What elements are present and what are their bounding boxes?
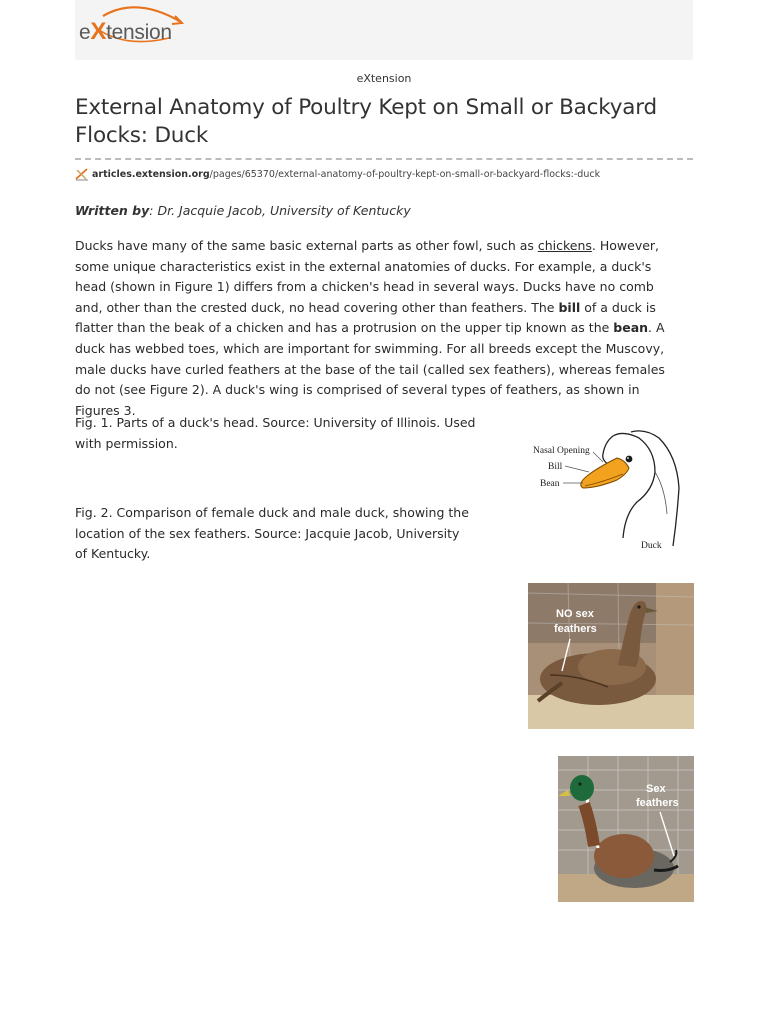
url-path: /pages/65370/external-anatomy-of-poultry-kept-on-small-or-backyard-flocks:-duck — [209, 168, 601, 180]
byline-author: : Dr. Jacquie Jacob, University of Kentucky — [149, 203, 411, 218]
byline-label: Written by — [75, 203, 150, 218]
extension-logo[interactable] — [77, 2, 189, 48]
label-no-sex: NO sex — [556, 608, 594, 620]
body-paragraph — [75, 236, 679, 421]
page-title: External Anatomy of Poultry Kept on Small or Backyard Flocks: Duck — [75, 95, 657, 148]
label-nasal-opening: Nasal Opening — [533, 446, 590, 456]
label-sex: Sex — [646, 783, 666, 795]
byline — [75, 203, 411, 218]
term-bill: bill — [558, 299, 581, 315]
term-bean: bean — [613, 320, 649, 336]
figure-1-caption: Fig. 1. Parts of a duck's head. Source: University of Illinois. Used with permission. — [75, 415, 476, 451]
body-text-1: Ducks have many of the same basic external parts as other fowl, such as — [75, 238, 538, 253]
label-duck: Duck — [641, 541, 662, 551]
logo-text-post: tension — [106, 21, 172, 44]
figure-2-caption: Fig. 2. Comparison of female duck and male duck, showing the location of the sex feathers. Source: Jacquie Jacob, University of Kentucky. — [75, 505, 469, 562]
logo-text-x: X — [90, 18, 107, 45]
url-domain: articles.extension.org — [92, 168, 210, 180]
site-name: eXtension — [356, 72, 412, 85]
label-bill: Bill — [548, 462, 563, 472]
body-text-2: . However, some unique characteristics exist in the external anatomies of ducks. For example, a duck's head (shown in Figure 1) differs from a chicken's head in several ways. Ducks have no comb and, other than the crested duck, no head covering other than feathers. The — [75, 238, 660, 315]
figure-3-male-duck-photo — [558, 756, 694, 902]
label-no-sex-feathers: feathers — [554, 623, 597, 635]
title-divider — [75, 158, 693, 160]
header-banner — [75, 0, 693, 60]
logo-text-pre: e — [79, 21, 91, 44]
source-url[interactable] — [75, 166, 600, 182]
logo-text — [79, 18, 172, 46]
chickens-link[interactable]: chickens — [537, 238, 592, 253]
label-bean: Bean — [540, 479, 560, 489]
body-text-4: . A duck has webbed toes, which are important for swimming. For all breeds except the Muscovy, male ducks have curled feathers at the base of the tail (called sex feathers), whereas females do not (see Figure 2). A duck's wing is comprised of several types of feathers, as shown in Figures 3. — [75, 320, 665, 418]
link-icon — [75, 167, 89, 181]
figure-1-duck-head-diagram — [527, 428, 693, 556]
label-sex-feathers: feathers — [636, 797, 679, 809]
body-text-3: of a duck is flatter than the beak of a chicken and has a protrusion on the upper tip known as the — [75, 299, 656, 336]
figure-2-female-duck-photo — [528, 583, 694, 729]
